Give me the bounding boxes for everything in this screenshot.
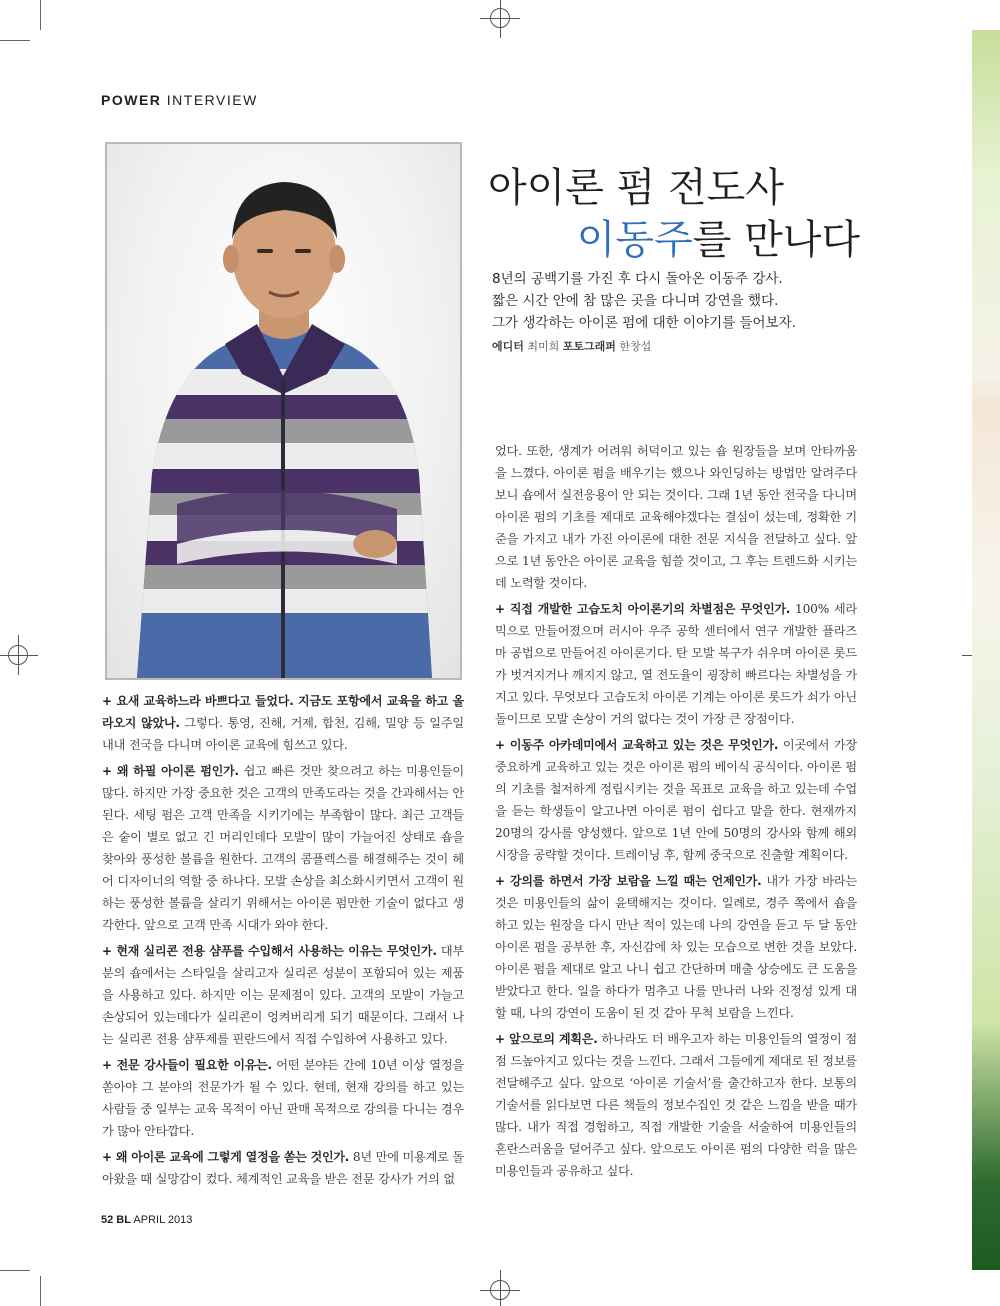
answer: 그렇다. 통영, 진해, 거제, 합천, 김해, 밀양 등 일주일 내내 전국을 다니며 아이론 교육에 힘쓰고 있다. [102, 716, 464, 752]
body-column-left [102, 690, 464, 1194]
qa-paragraph [495, 734, 857, 866]
editor-label: 에디터 [492, 340, 524, 353]
section-label [101, 92, 258, 108]
page-number: 52 [101, 1214, 114, 1226]
title-line-2-rest: 를 만나다 [692, 217, 860, 263]
crop-mark [40, 0, 41, 30]
question: + 앞으로의 계획은. [495, 1032, 598, 1046]
editor-name: 최미희 [523, 340, 563, 353]
portrait-photo [105, 142, 462, 680]
section-label-rest: INTERVIEW [161, 92, 258, 108]
portrait-illustration [107, 144, 460, 678]
body-column-right [495, 440, 857, 1186]
answer: 내가 가장 바라는 것은 미용인들의 삶이 윤택해지는 것이다. 일례로, 경주 쪽에서 숍을 하고 있는 원장을 다시 만난 적이 있는데 나의 강연을 듣고 두 달 동안 아이론 펌을 공부한 후, 자신감에 차 있는 모습으로 변한 것을 보았다. 아이론 펌을 제대로 알고 나니 쉽고 간단하며 매출 상승에도 큰 도움을 받았다고 한다. 일을 하다가 멈추고 나를 만나러 나와 진정성 있게 대할 때, 나의 강연이 도움이 된 것 같아 무척 보람을 느낀다. [495, 874, 857, 1020]
page-edge-strip [972, 30, 1000, 1270]
question: + 요새 교육하느라 바쁘다고 들었다. 지금도 포항에서 교육을 하고 올라오지 않았나. [102, 694, 464, 730]
answer: 쉽고 빠른 것만 찾으려고 하는 미용인들이 많다. 하지만 가장 중요한 것은 고객의 만족도라는 것을 간과해서는 안 된다. 세팅 펌은 고객 만족을 시키기에는 부족함이 많다. 최근 고객들은 숱이 별로 없고 긴 머리인데다 모발이 많이 가늘어진 상태로 숍을 찾아와 풍성한 볼륨을 원한다. 고객의 콤플렉스를 해결해주는 것이 헤어 디자이너의 역할 중 하나다. 모발 손상을 최소화시키면서 고객이 원하는 풍성한 볼륨을 살리기 위해서는 아이론 펌만한 기술이 없다고 생각한다. 앞으로 고객 만족 시대가 와야 한다. [102, 764, 464, 932]
qa-paragraph [495, 870, 857, 1024]
qa-paragraph [102, 1054, 464, 1142]
qa-paragraph [495, 598, 857, 730]
registration-mark-left [0, 635, 38, 675]
photographer-name: 한창섭 [615, 340, 652, 353]
qa-paragraph [102, 690, 464, 756]
registration-mark-top [480, 0, 520, 38]
lead-line: 그가 생각하는 아이론 펌에 대한 이야기를 들어보자. [492, 315, 796, 331]
qa-paragraph [495, 440, 857, 594]
question: + 왜 하필 아이론 펌인가. [102, 764, 239, 778]
registration-mark-bottom [480, 1270, 520, 1306]
title-line-2 [488, 214, 860, 266]
answer: 8년 만에 미용계로 돌아왔을 때 실망감이 컸다. 체계적인 교육을 받은 전문 강사가 거의 없 [102, 1150, 464, 1186]
question: + 강의를 하면서 가장 보람을 느낄 때는 언제인가. [495, 874, 762, 888]
qa-paragraph [102, 1146, 464, 1190]
qa-paragraph [102, 760, 464, 936]
answer: 100% 세라믹으로 만들어졌으며 러시아 우주 공학 센터에서 연구 개발한 플라즈마 공법으로 만들어진 아이론기다. 탄 모발 복구가 쉬우며 아이론 롯드가 벗겨지거나 깨지지 않고, 열 전도율이 굉장히 빠르다는 차별성을 가지고 있다. 무엇보다 고습도치 아이론 기계는 아이론 롯드가 쇠가 아닌 돌이므로 모발 손상이 거의 없다는 것이 가장 큰 장점이다. [495, 602, 857, 726]
title-name: 이동주 [576, 217, 693, 263]
answer: 었다. 또한, 생계가 어려워 허덕이고 있는 숍 원장들을 보며 안타까움을 느꼈다. 아이론 펌을 배우기는 했으나 와인딩하는 방법만 알려주다 보니 숍에서 실전응용이 안 되는 것이다. 그래 1년 동안 전국을 다니며 아이론 펌의 기초를 제대로 교육해야겠다는 결심이 섰는데, 정확한 기준을 가지고 내가 가진 아이론에 대한 전문 지식을 전달하고 싶다. 앞으로 1년 동안은 아이론 교육을 힘쓸 것이고, 그 후는 트렌드화 시키는데 노력할 것이다. [495, 444, 857, 590]
lead-line: 짧은 시간 안에 참 많은 곳을 다니며 강연을 했다. [492, 293, 779, 309]
answer: 이곳에서 가장 중요하게 교육하고 있는 것은 아이론 펌의 베이식 공식이다. 아이론 펌의 기초를 철저하게 정립시키는 것을 목표로 교육을 하고 있는데 수업을 듣는 학생들이 알고나면 아이론 펌이 쉽다고 말을 한다. 현재까지 20명의 강사를 양성했다. 앞으로 1년 안에 50명의 강사와 함께 해외시장을 공략할 것이다. 트레이닝 후, 함께 중국으로 진출할 계획이다. [495, 738, 857, 862]
answer: 어떤 분야든 간에 10년 이상 열정을 쏟아야 그 분야의 전문가가 될 수 있다. 현데, 현재 강의를 하고 있는 사람들 중 일부는 교육 목적이 아닌 판매 목적으로 강의를 다니는 경우가 많아 안타깝다. [102, 1058, 464, 1138]
question: + 이동주 아카데미에서 교육하고 있는 것은 무엇인가. [495, 738, 779, 752]
byline [492, 338, 651, 354]
qa-paragraph [495, 1028, 857, 1182]
answer: 하나라도 더 배우고자 하는 미용인들의 열정이 점점 드높아지고 있다는 것을 느낀다. 그래서 그들에게 제대로 된 정보를 전달해주고 싶다. 앞으로 ‘아이론 기술서’를 출간하고자 한다. 보통의 기술서를 읽다보면 다른 책들의 정보수집인 것 같은 느낌을 받을 때가 많다. 내가 직접 경험하고, 직접 개발한 기술을 서술하여 미용인들의 혼란스러움을 덜어주고 싶다. 앞으로도 아이론 펌의 다양한 럭을 많은 미용인들과 공유하고 싶다. [495, 1032, 857, 1178]
qa-paragraph [102, 940, 464, 1050]
lead-paragraph [492, 268, 862, 334]
question: + 왜 아이론 교육에 그렇게 열정을 쏟는 것인가. [102, 1150, 350, 1164]
answer: 대부분의 숍에서는 스타일을 살리고자 실리콘 성분이 포함되어 있는 제품을 사용하고 있다. 하지만 이는 문제점이 있다. 고객의 모발이 가늘고 손상되어 있는데다가 실리콘이 엉켜버리게 되기 때문이다. 그래서 나는 실리콘 전용 샴푸제를 핀란드에서 직접 수입하여 사용하고 있다. [102, 944, 464, 1046]
crop-mark [40, 1276, 41, 1306]
title-line-1: 아이론 펌 전도사 [488, 165, 784, 211]
crop-mark [0, 40, 30, 41]
section-label-bold: POWER [101, 92, 162, 108]
issue-date: APRIL 2013 [130, 1214, 193, 1226]
crop-mark [0, 1270, 30, 1271]
article-title [488, 162, 860, 266]
question: + 직접 개발한 고습도치 아이론기의 차별점은 무엇인가. [495, 602, 791, 616]
question: + 전문 강사들이 필요한 이유는. [102, 1058, 272, 1072]
question: + 현재 실리콘 전용 샴푸를 수입해서 사용하는 이유는 무엇인가. [102, 944, 437, 958]
photographer-label: 포토그래퍼 [562, 340, 616, 353]
lead-line: 8년의 공백기를 가진 후 다시 돌아온 이동주 강사. [492, 271, 783, 287]
page-folio [101, 1214, 192, 1226]
magazine-name: BL [113, 1214, 131, 1226]
